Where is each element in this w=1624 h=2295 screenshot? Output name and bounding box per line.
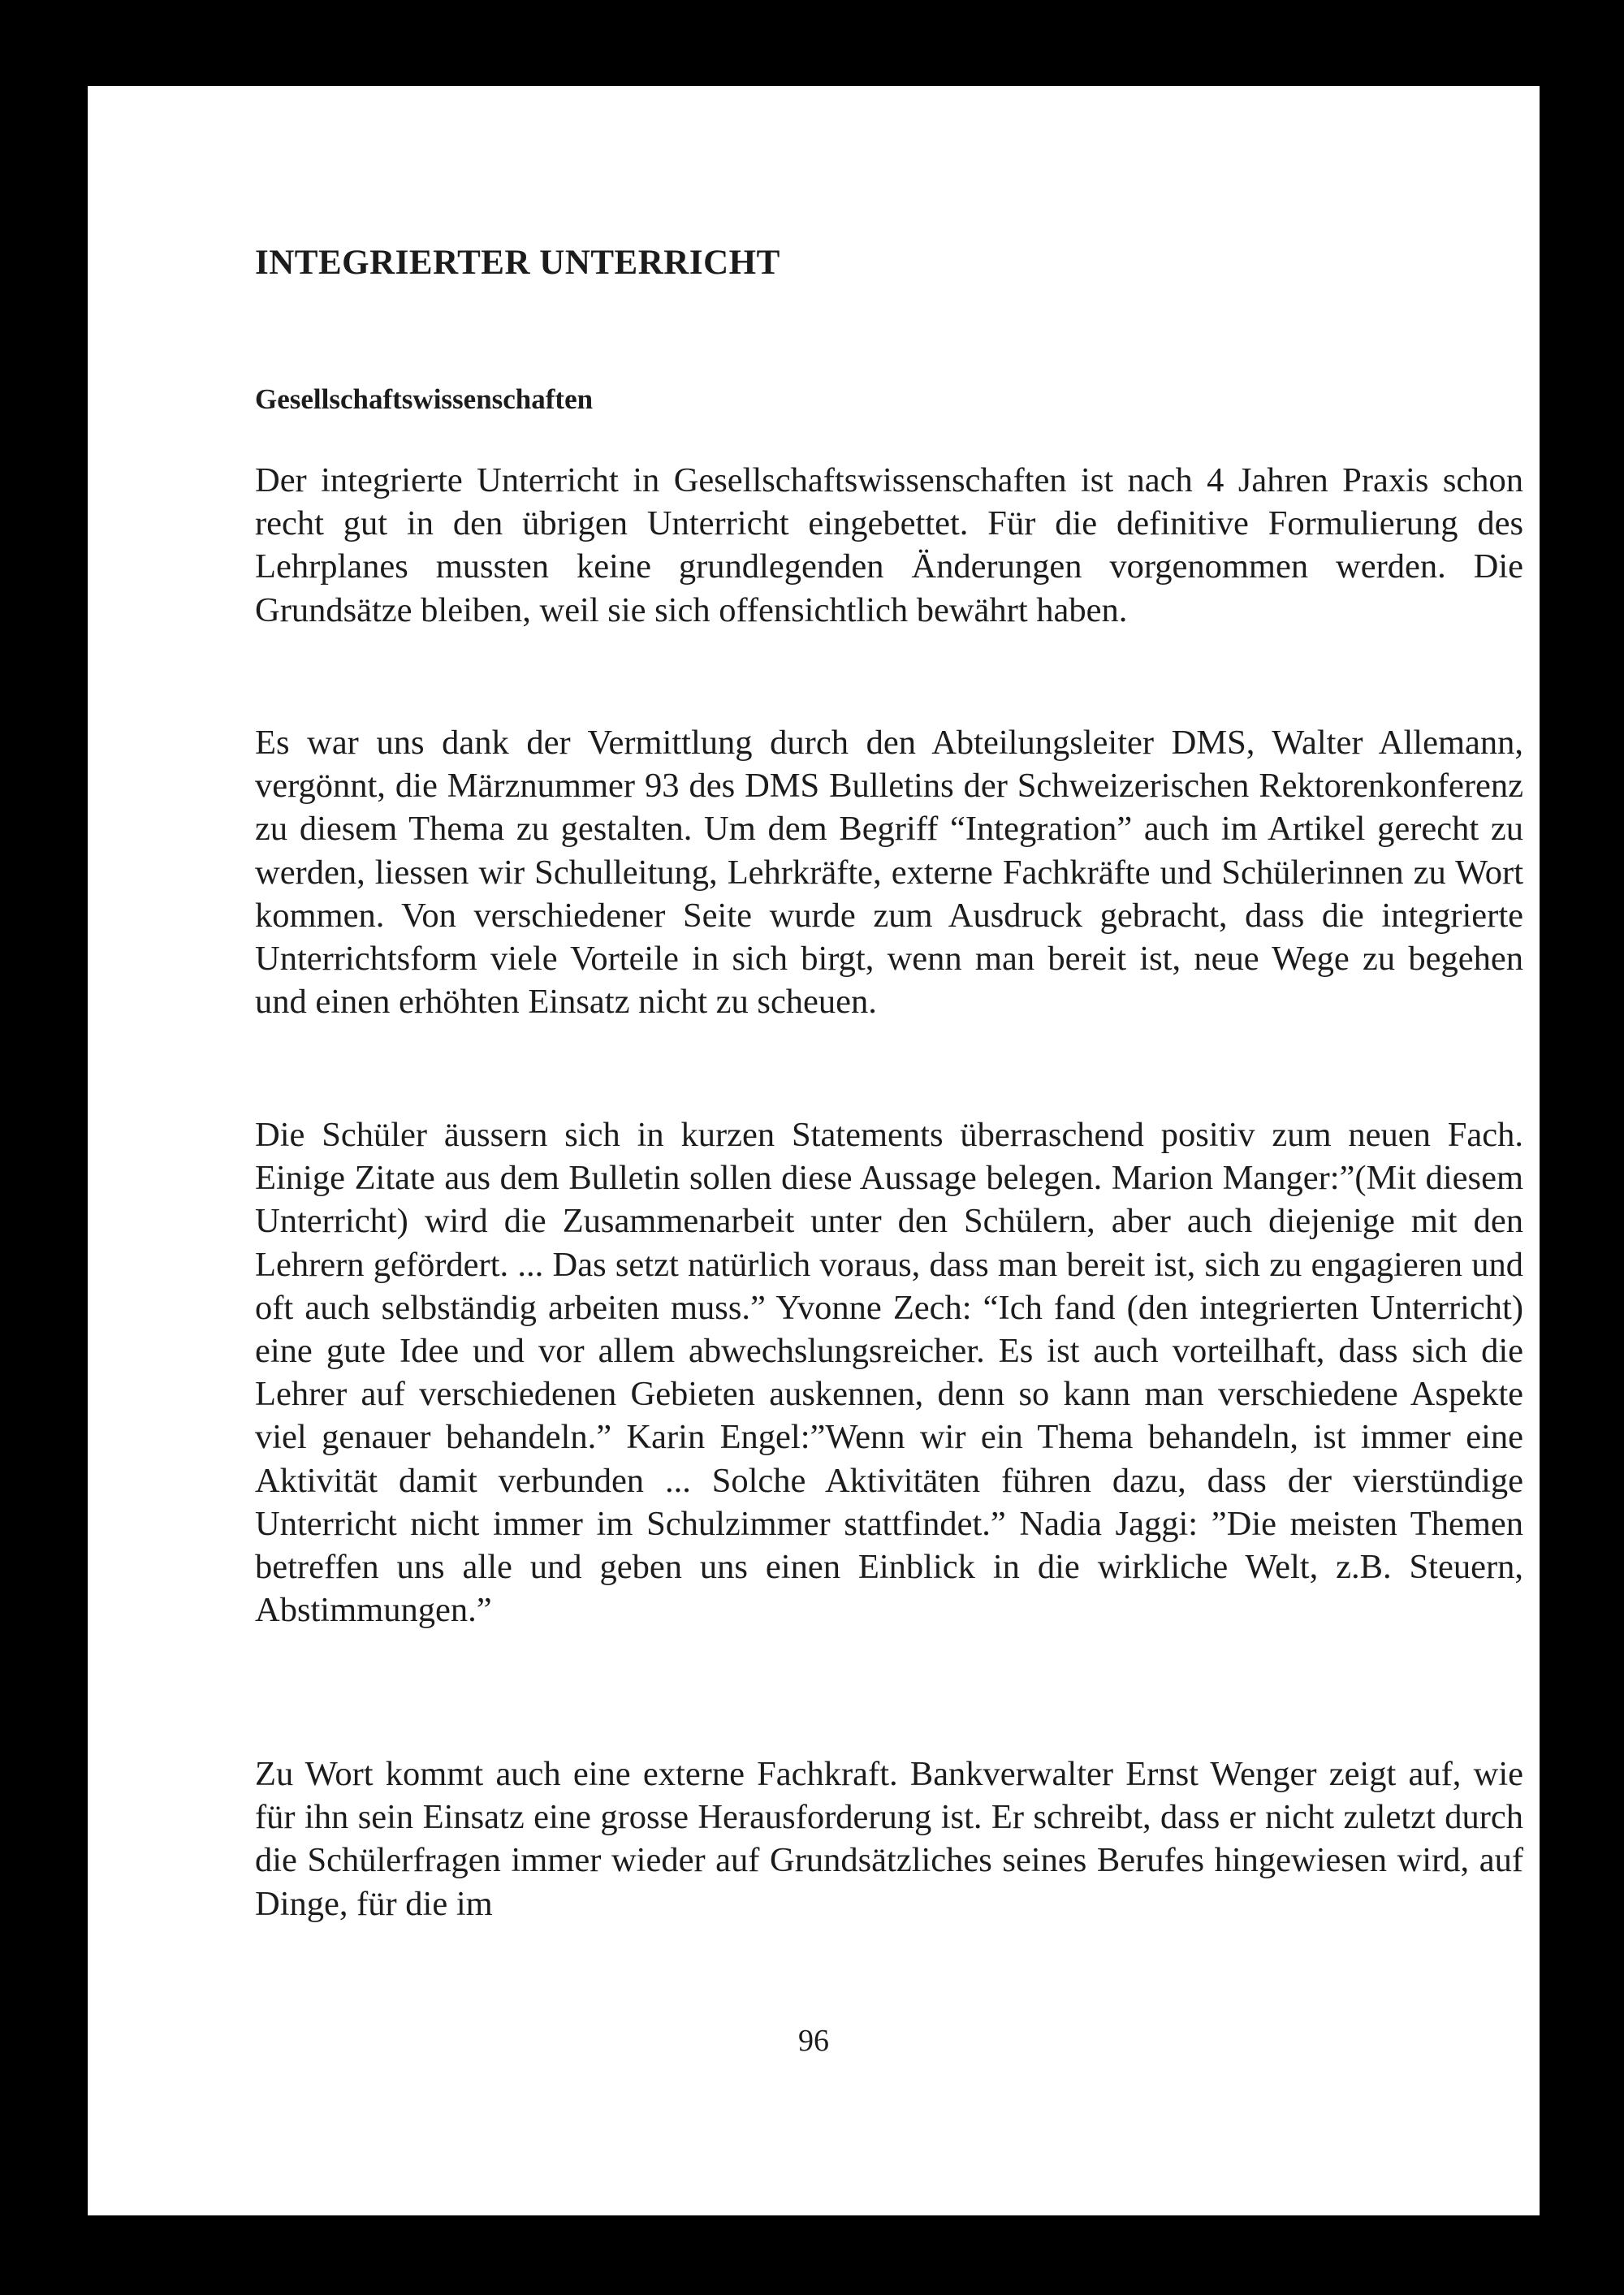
paragraph-1: Der integrierte Unterricht in Gesellschaftswissenschaften ist nach 4 Jahren Praxis schon recht gut in den übrigen Unterricht eingebettet. Für die definitive Formulierung des Lehrplanes mussten keine grundlegenden Änderungen vorgenommen werden. Die Grundsätze bleiben, weil sie sich offensichtlich bewährt haben.: [255, 461, 1523, 629]
page-number: 96: [798, 2024, 829, 2058]
paragraph-4: Zu Wort kommt auch eine externe Fachkraft. Bankverwalter Ernst Wenger zeigt auf, wie für ihn sein Einsatz eine grosse Herausforderung ist. Er schreibt, dass er nicht zuletzt durch die Schülerfragen immer wieder auf Grundsätzliches seines Berufes hingewiesen wird, auf Dinge, für die im: [255, 1755, 1523, 1923]
paragraph-2: Es war uns dank der Vermittlung durch den Abteilungsleiter DMS, Walter Allemann, vergönnt, die Märznummer 93 des DMS Bulletins der Schweizerischen Rektorenkonferenz zu diesem Thema zu gestalten. Um dem Begriff “Integration” auch im Artikel gerecht zu werden, liessen wir Schulleitung, Lehrkräfte, externe Fachkräfte und Schülerinnen zu Wort kommen. Von verschiedener Seite wurde zum Ausdruck gebracht, dass die integrierte Unterrichtsform viele Vorteile in sich birgt, wenn man bereit ist, neue Wege zu begehen und einen erhöhten Einsatz nicht zu scheuen.: [255, 724, 1523, 1022]
paragraph-3: Die Schüler äussern sich in kurzen Statements überraschend positiv zum neuen Fach. Einige Zitate aus dem Bulletin sollen diese Aussage belegen. Marion Manger:”(Mit diesem Unterricht) wird die Zusammenarbeit unter den Schülern, aber auch diejenige mit den Lehrern gefördert. ... Das setzt natürlich voraus, dass man bereit ist, sich zu engagieren und oft auch selbständig arbeiten muss.” Yvonne Zech: “Ich fand (den integrierten Unterricht) eine gute Idee und vor allem abwechslungsreicher. Es ist auch vorteilhaft, dass sich die Lehrer auf verschiedenen Gebieten auskennen, denn so kann man verschiedene Aspekte viel genauer behandeln.” Karin Engel:”Wenn wir ein Thema behandeln, ist immer eine Aktivität damit verbunden ... Solche Aktivitäten führen dazu, dass der vierstündige Unterricht nicht immer im Schulzimmer stattfindet.” Nadia Jaggi: ”Die meisten Themen betreffen uns alle und geben uns einen Einblick in die wirkliche Welt, z.B. Steuern, Abstimmungen.”: [255, 1116, 1523, 1630]
document-page: [88, 86, 1540, 2215]
page-title: INTEGRIERTER UNTERRICHT: [255, 244, 780, 282]
section-heading: Gesellschaftswissenschaften: [255, 383, 594, 415]
